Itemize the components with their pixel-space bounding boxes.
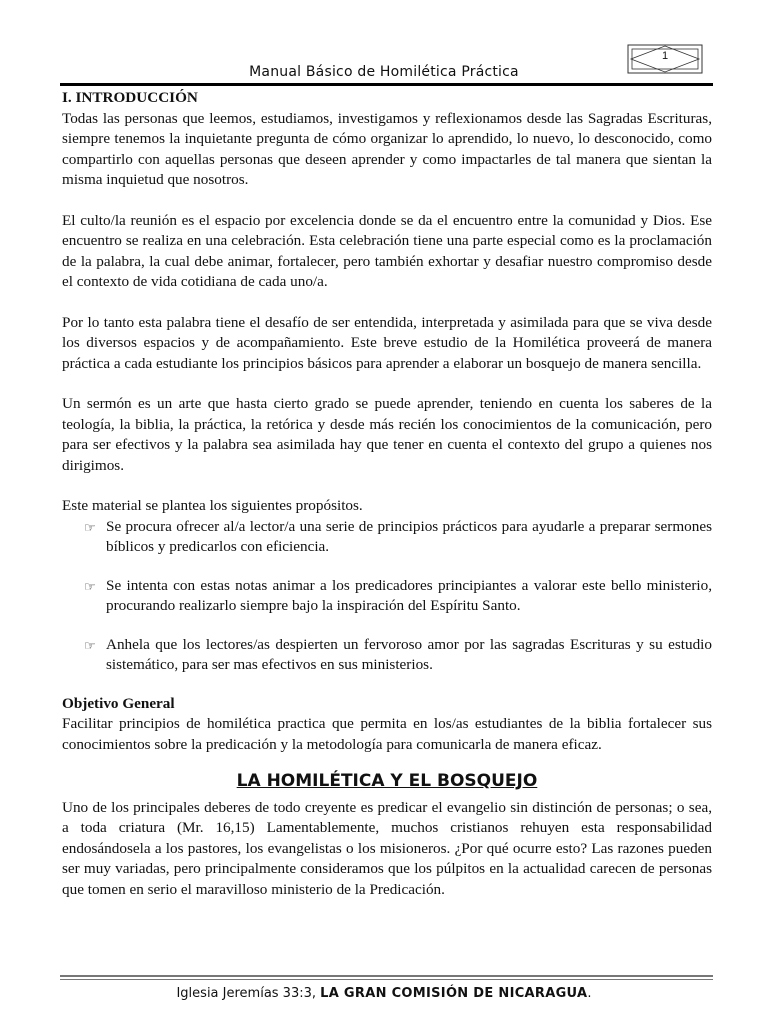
purpose-text: Anhela que los lectores/as despierten un fervoroso amor por las sagradas Escrituras y su estudio sistemático, para ser mas efectivos en sus ministerios. [106,635,712,673]
section-paragraph: Uno de los principales deberes de todo creyente es predicar el evangelio sin distinción de personas; o sea, a toda criatura (Mr. 16,15) Lamentablemente, muchos cristianos rehuyen esta responsabilidad endosándosela a los pastores, los evangelistas o los misioneros. ¿Por qué ocurre esto? Las razones pueden ser muy variadas, pero principalmente consideramos que los púlpitos en la actualidad carecen de personas que tomen en serio el maravilloso ministerio de la Predicación. [62,798,712,898]
objective-text: Facilitar principios de homilética practica que permita en los/as estudiantes de la biblia fortalecer sus conocimientos sobre la predicación y la metodología para comunicarla de manera eficaz. [62,715,712,753]
footer-rule-thin [60,979,713,980]
intro-heading: I. INTRODUCCIÓN [62,89,198,106]
purpose-text: Se intenta con estas notas animar a los predicadores principiantes a valorar este bello ministerio, procurando realizarlo siempre bajo la inspiración del Espíritu Santo. [106,576,712,614]
footer-end: . [587,986,592,1001]
paragraph-gap [62,476,712,496]
paragraph-gap [62,191,712,211]
footer-church: Iglesia Jeremías 33:3, [176,986,317,1001]
footer-organization: LA GRAN COMISIÓN DE NICARAGUA [320,986,588,1001]
intro-paragraph-4: Un sermón es un arte que hasta cierto grado se puede aprender, teniendo en cuenta los saberes de la teología, la biblia, la práctica, la retórica y desde más recién los conocimientos de la comunicación, pero para ser efectivos y la palabra sea asimilada hay que tener en cuenta el contexto del grupo a quienes nos dirigimos. [62,395,712,474]
purposes-intro: Este material se plantea los siguientes propósitos. [62,497,363,514]
intro-paragraph-3: Por lo tanto esta palabra tiene el desafío de ser entendida, interpretada y asimilada para que se viva desde los diversos espacios y de acompañamiento. Este breve estudio de la Homilética proveerá de manera práctica a cada estudiante los principios básicos para aprender a elaborar un bosquejo de manera sencilla. [62,313,712,372]
section-title: LA HOMILÉTICA Y EL BOSQUEJO [236,771,538,791]
purposes-list [62,517,712,676]
footer-rule [60,975,713,977]
paragraph-gap [62,293,712,313]
list-item [62,517,712,558]
intro-paragraph-1: Todas las personas que leemos, estudiamos, investigamos y reflexionamos desde las Sagradas Escrituras, siempre tenemos la inquietante pregunta de cómo organizar lo aprendido, lo nuevo, lo desconocido, como compartirlo con aquellas personas que deseen aprender y como impactarles de tal manera que sientan la misma inquietud que nosotros. [62,109,712,188]
purpose-text: Se procura ofrecer al/a lector/a una serie de principios prácticos para ayudarle a preparar sermones bíblicos y predicarlos con eficiencia. [106,517,712,555]
pointing-hand-icon: ☞ [84,578,96,594]
running-title: Manual Básico de Homilética Práctica [249,64,519,80]
document-body [62,88,712,900]
objective-heading: Objetivo General [62,694,175,712]
intro-paragraph-2: El culto/la reunión es el espacio por excelencia donde se da el encuentro entre la comunidad y Dios. Ese encuentro se realiza en una celebración. Esta celebración tiene una parte especial como es la proclamación de la palabra, la cual debe animar, fortalecer, pero también exhortar y desafiar nuestro compromiso desde el contexto de vida cotidiana de cada uno/a. [62,211,712,290]
list-item [62,576,712,617]
pointing-hand-icon: ☞ [84,519,96,535]
pointing-hand-icon: ☞ [84,637,96,653]
list-item [62,635,712,676]
page-number: 1 [661,50,669,62]
header-rule [60,83,713,86]
footer [0,986,768,1001]
paragraph-gap [62,374,712,394]
